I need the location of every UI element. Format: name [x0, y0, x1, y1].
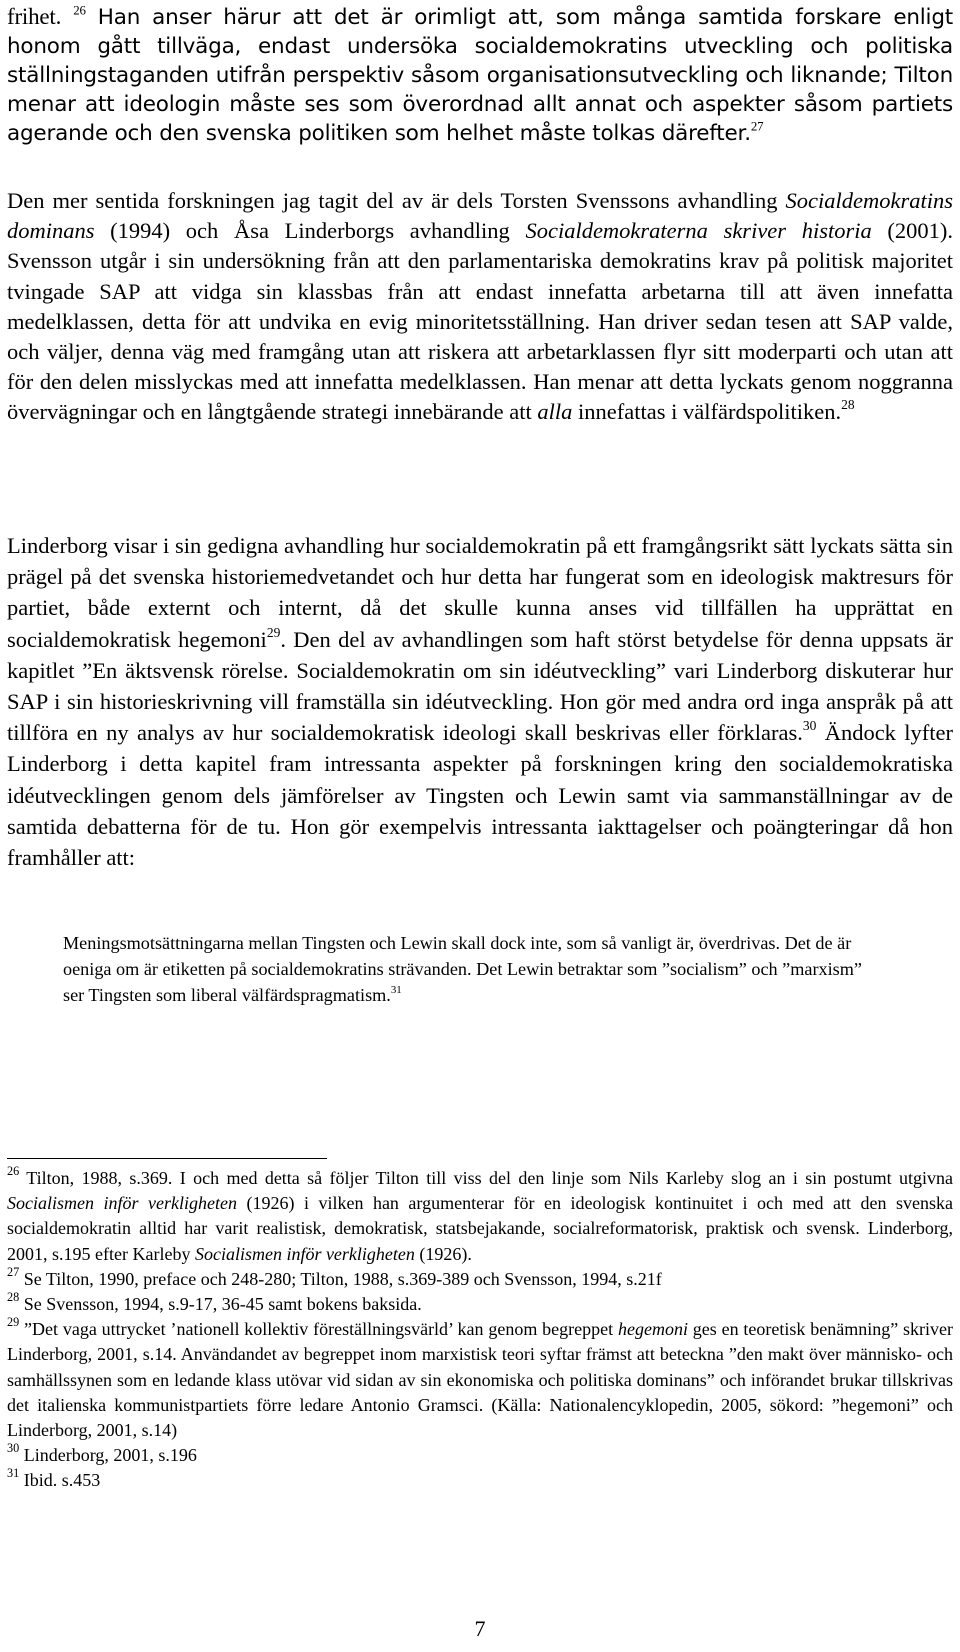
footnote-number: 28 [7, 1289, 20, 1304]
paragraph-recent-research [7, 186, 953, 428]
footnotes [7, 1163, 954, 1494]
footnote-ref-30[interactable]: 30 [802, 718, 817, 734]
paragraph-tilton [7, 2, 953, 148]
footnote-number: 30 [7, 1441, 20, 1456]
paragraph-text: Linderborg visar i sin gedigna avhandling hur socialdemokratin på ett framgångsrikt sätt lyckats sätta sin prägel på det svenska historiemedvetandet och hur detta har fungerat som en ideologisk maktresurs för partiet, både externt och internt, då det skulle kunna anses vid tillfällen ha upprättat en socialdemokratisk hegemoni [7, 533, 953, 652]
footnote-number: 29 [7, 1315, 20, 1330]
footnote-text: Se Tilton, 1990, preface och 248-280; Tilton, 1988, s.369-389 och Svensson, 1994, s.21f [19, 1268, 662, 1289]
paragraph-text: . Den del av avhandlingen som haft störst betydelse för denna uppsats är kapitlet ”En äktsvensk rörelse. Socialdemokratin om sin idéutveckling” vari Linderborg diskuterar hur SAP i sin historieskrivning vill framställa sin idéutveckling. Hon gör med andra ord inga anspråk på att tillföra en ny analys av hur socialdemokratisk ideologi skall beskrivas eller förklaras. [7, 626, 953, 746]
paragraph-text: Han anser härur att det är orimligt att, som många samtida forskare enligt honom gått tillväga, endast undersöka socialdemokratins utveckling och politiska ställningstaganden utifrån perspektiv såsom organisationsutveckling och liknande; Tilton menar att ideologin måste ses som överordnad allt annat och aspekter såsom partiets agerande och den svenska politiken som helhet måste tolkas därefter. [7, 5, 954, 146]
footnote-text: (1926). [414, 1243, 472, 1264]
footnote-text: Linderborg, 2001, s.196 [19, 1445, 197, 1466]
footnote-text: Ibid. s.453 [19, 1470, 101, 1491]
footnote-number: 26 [7, 1163, 20, 1178]
emphasis-word: alla [537, 399, 573, 425]
paragraph-text: innefattas i välfärdspolitiken. [572, 399, 842, 425]
page-number: 7 [474, 1616, 486, 1641]
book-title-linderborg: Socialdemokraterna skriver historia [525, 218, 872, 244]
paragraph-text: (2001). Svensson utgår i sin undersökning från att den parlamentariska demokratins krav på politisk majoritet tvingade SAP att vidga sin klassbas från att endast innefatta arbetarna till att även innefatta medelklassen, detta för att undvika en evig minoritetsställning. Han driver sedan tesen att SAP valde, och väljer, denna väg med framgång utan att riskera att arbetarklassen flyr sitt moderparti och utan att för den delen misslyckas med att innefatta medelklassen. Han menar att detta lyckats genom noggranna övervägningar och en långtgående strategi innebärande att [7, 218, 953, 425]
footnote-text: (1926) i vilken han argumenterar för en ideologisk kontinuitet i och med att den svenska socialdemokratin alltid har varit realistisk, demokratisk, statsbejakande, socialreformatorisk, praktisk och svensk. Linderborg, 2001, s.195 efter Karleby [7, 1193, 953, 1264]
footnote-31 [7, 1468, 953, 1493]
footnote-28 [7, 1289, 953, 1317]
footnote-26 [7, 1163, 953, 1267]
quote-text: Meningsmotsättningarna mellan Tingsten och Lewin skall dock inte, som så vanligt är, överdrivas. Det de är oeniga om är etiketten på socialdemokratins strävanden. Det Lewin betraktar som ”socialism” och ”marxism” ser Tingsten som liberal välfärdspragmatism. [63, 933, 862, 1005]
footnote-book-title: Socialismen inför verkligheten [7, 1193, 237, 1214]
footnote-ref-31[interactable]: 31 [390, 983, 402, 996]
footnote-text: ”Det vaga uttrycket ’nationell kollektiv föreställningsvärld’ kan genom begreppet [19, 1319, 618, 1340]
footnote-text: Se Svensson, 1994, s.9-17, 36-45 samt bokens baksida. [19, 1294, 422, 1315]
footnote-separator [7, 1158, 327, 1159]
paragraph-linderborg [7, 530, 953, 873]
footnote-text: Tilton, 1988, s.369. I och med detta så följer Tilton till viss del den linje som Nils Karleby slog an i sin postumt utgivna [19, 1168, 953, 1188]
paragraph-text: (1994) och Åsa Linderborgs avhandling [94, 218, 526, 244]
footnote-ref-27[interactable]: 27 [750, 119, 764, 134]
paragraph-lead-word: frihet. [7, 4, 62, 29]
footnote-number: 31 [7, 1466, 20, 1481]
footnote-29 [7, 1317, 953, 1443]
footnote-number: 27 [7, 1264, 20, 1279]
paragraph-text: Ändock lyfter Linderborg i detta kapitel fram intressanta aspekter på forskningen kring den socialdemokratiska idéutvecklingen genom dels jämförelser av Tingsten och Lewin samt via sammanställningar av de samtida debatterna för de tu. Hon gör exempelvis intressanta iakttagelser och poängteringar då hon framhåller att: [7, 720, 953, 871]
footnote-book-title: Socialismen inför verkligheten [194, 1243, 415, 1264]
footnote-27 [7, 1264, 953, 1292]
footnote-ref-29[interactable]: 29 [266, 624, 281, 640]
footnote-30 [7, 1443, 953, 1468]
paragraph-text: Den mer sentida forskningen jag tagit del av är dels Torsten Svenssons avhandling [7, 188, 786, 213]
footnote-ref-26[interactable]: 26 [73, 3, 86, 18]
footnote-emphasis: hegemoni [617, 1319, 688, 1340]
footnote-text: ges en teoretisk benämning” skriver Linderborg, 2001, s.14. Användandet av begreppet inom marxistisk teori syftar främst att beteckna ”den makt över människo- och samhällssynen som en ledande klass utövar vid sidan av sin ekonomiska och politiska dominans” och införandet brukar tillskrivas det italienska kommunistpartiets förre ledare Antonio Gramsci. (Källa: Nationalencyklopedin, 2005, sökord: ”hegemoni” och Linderborg, 2001, s.14) [7, 1319, 954, 1441]
footnote-ref-28[interactable]: 28 [841, 397, 855, 413]
book-title-svensson: Socialdemokratins dominans [7, 188, 953, 244]
block-quote [63, 930, 883, 1008]
